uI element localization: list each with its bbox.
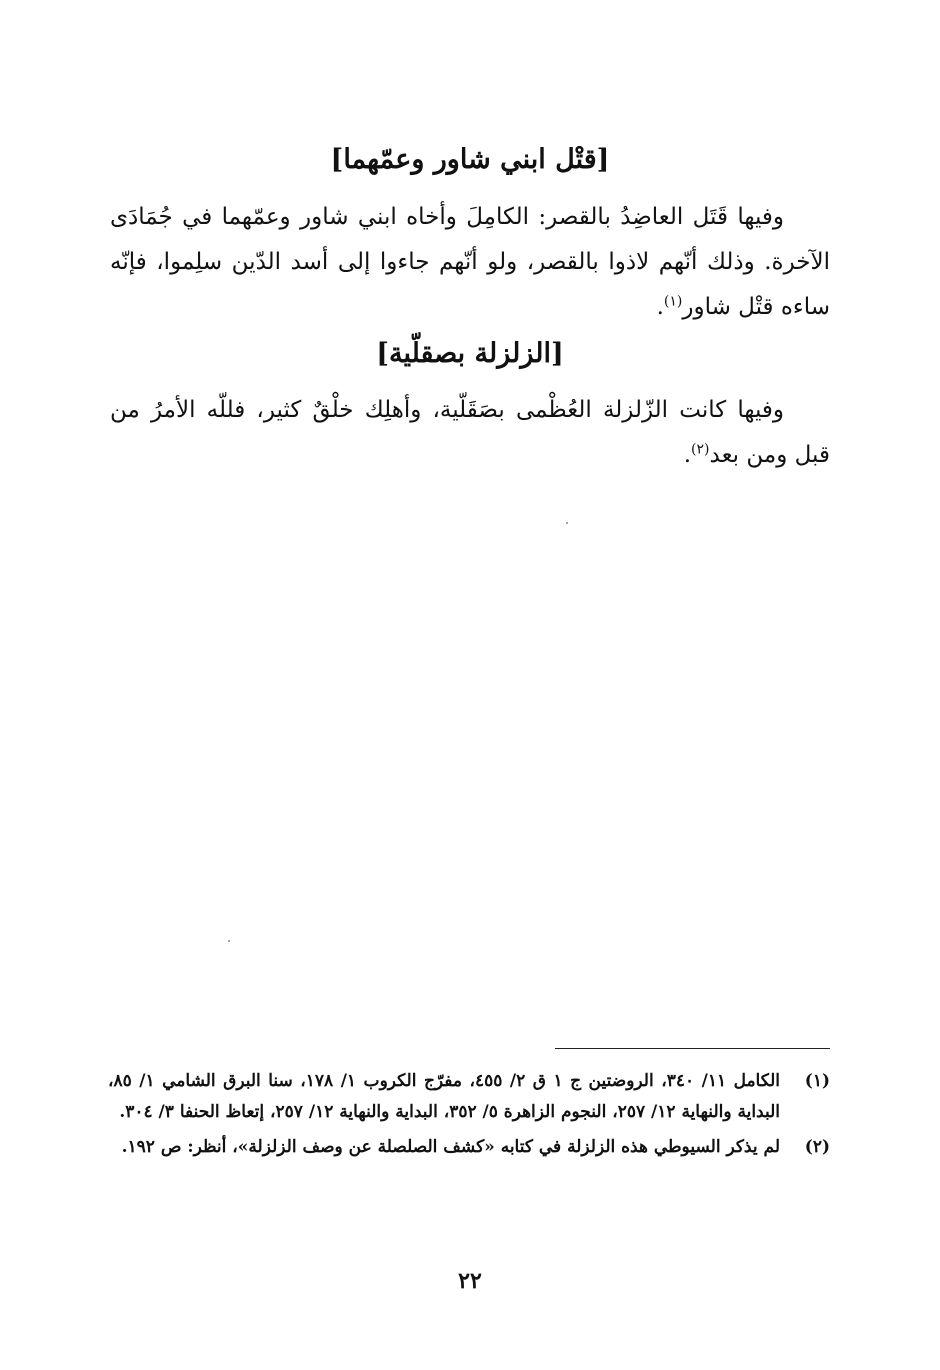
paragraph-end-mark: .	[683, 442, 692, 468]
footnote-number: (١)	[804, 1071, 830, 1091]
paragraph-text: وفيها قَتَل العاضِدُ بالقصر: الكامِلَ وأخاه ابني شاور وعمّهما في جُمَادَى الآخرة. وذلك أنّهم لاذوا بالقصر، ولو أنّهم جاءوا إلى أسد الدّين سلِموا، فإنّه ساءه قتْل شاور	[110, 204, 830, 320]
footnote-number: (٢)	[804, 1137, 830, 1157]
footnote-separator	[555, 1048, 830, 1049]
footnote-item	[108, 1132, 830, 1163]
footnote-reference: (١)	[663, 293, 683, 310]
footnotes	[108, 1066, 830, 1167]
footnote-item	[108, 1066, 830, 1128]
paragraph-sicily-earthquake	[110, 388, 830, 478]
section-heading-killing-of-shawar-sons: [قتْل ابني شاور وعمّهما]	[330, 144, 610, 175]
footnote-text: لم يذكر السيوطي هذه الزلزلة في كتابه «كشف الصلصلة عن وصف الزلزلة»، أنظر: ص ١٩٢.	[121, 1137, 780, 1157]
paragraph-text: وفيها كانت الزّلزلة العُظْمى بصَقَلّية، وأهلِك خلْقٌ كثير، فللّه الأمرُ من قبل ومن بعد	[110, 397, 830, 468]
scan-speck	[566, 522, 568, 524]
footnote-text: الكامل ١١/ ٣٤٠، الروضتين ج ١ ق ٢/ ٤٥٥، مفرّج الكروب ١/ ١٧٨، سنا البرق الشامي ١/ ٨٥، البداية والنهاية ١٢/ ٢٥٧، النجوم الزاهرة ٥/ ٣٥٢، البداية والنهاية ١٢/ ٢٥٧، إتعاظ الحنفا ٣/ ٣٠٤.	[108, 1071, 781, 1122]
paragraph-end-mark: .	[656, 294, 664, 320]
page-number: ٢٢	[458, 1268, 482, 1294]
paragraph-killing-of-shawar-sons	[110, 195, 830, 330]
section-heading-sicily-earthquake: [الزلزلة بصقلّية]	[376, 338, 564, 369]
scan-speck	[228, 940, 230, 942]
footnote-reference: (٢)	[691, 441, 710, 458]
